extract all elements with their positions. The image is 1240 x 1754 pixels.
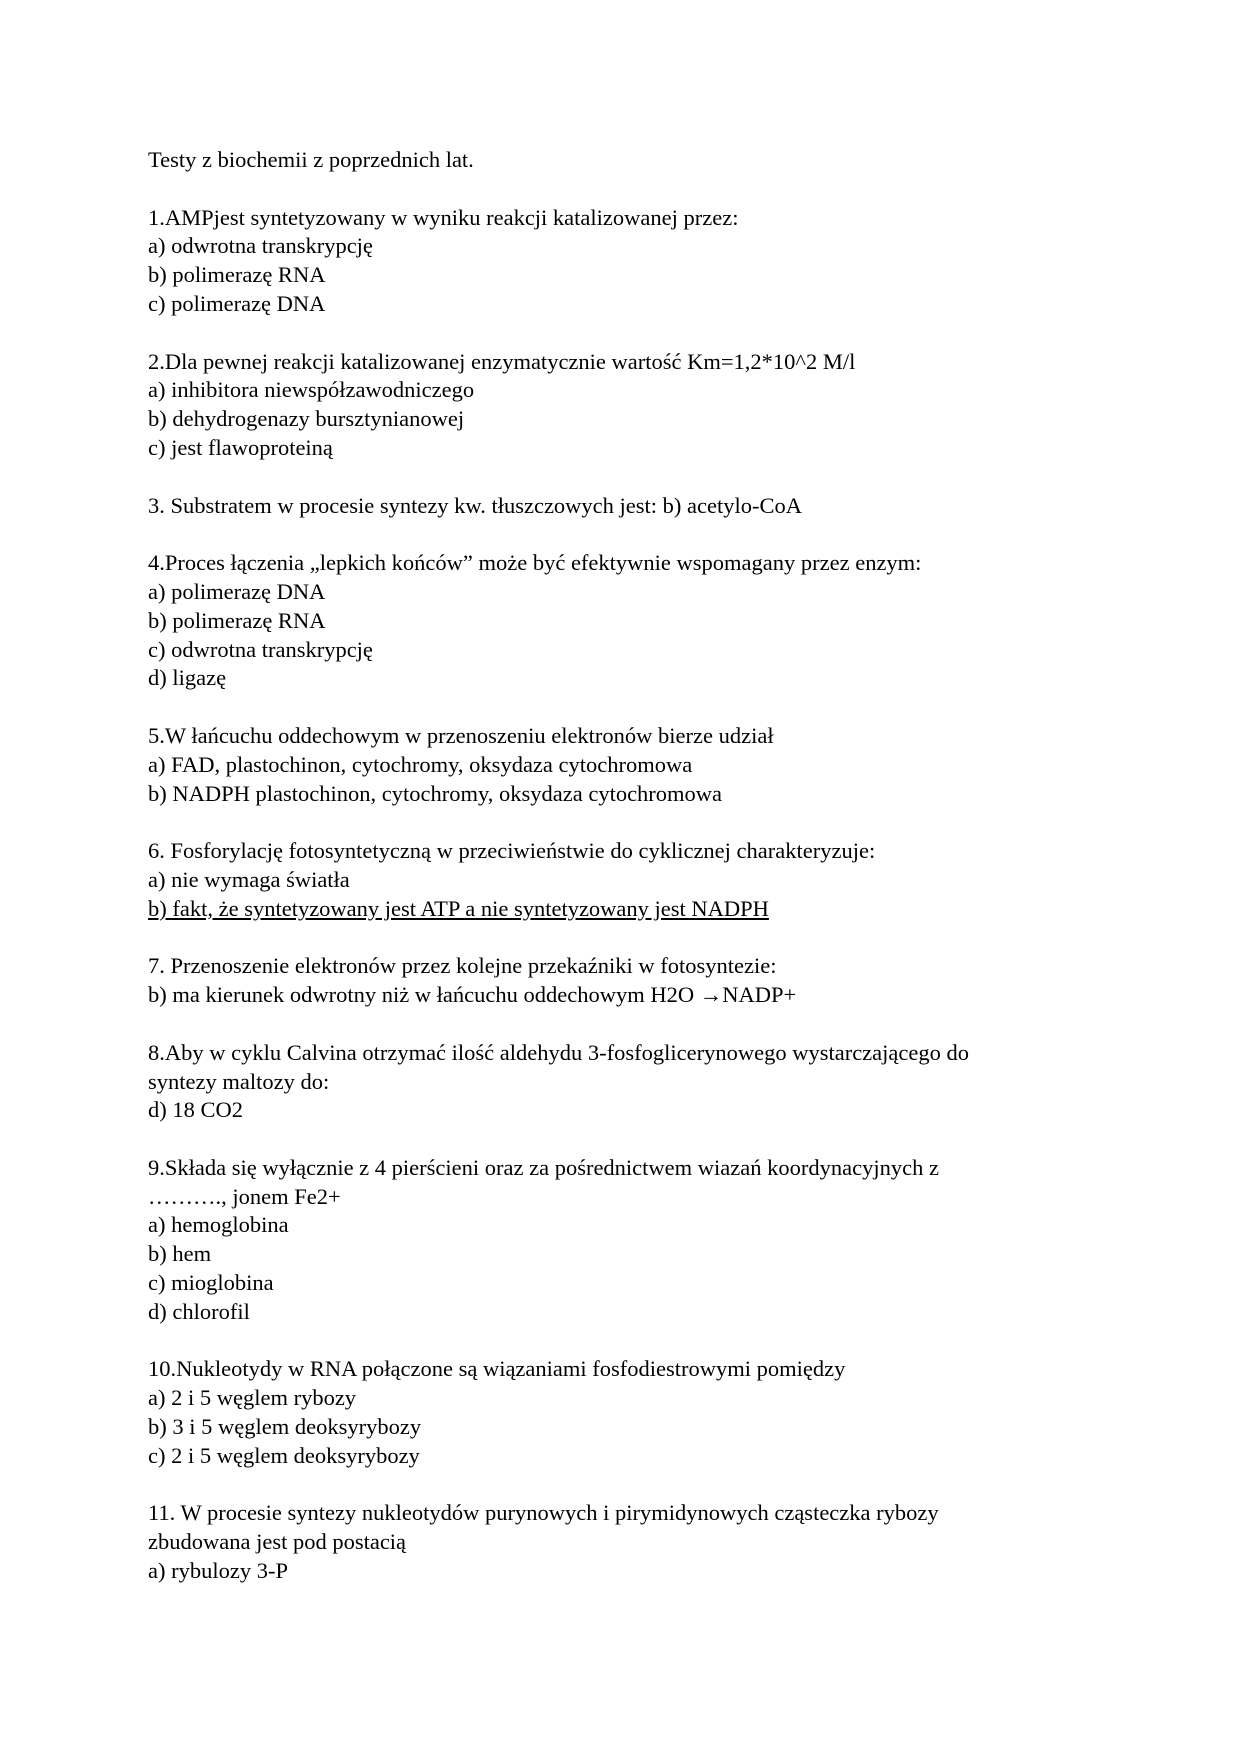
question-10 bbox=[148, 1355, 1088, 1470]
question-1 bbox=[148, 204, 1088, 319]
answer-option: c) polimerazę DNA bbox=[148, 290, 326, 316]
question-text: 2.Dla pewnej reakcji katalizowanej enzymatycznie wartość Km=1,2*10^2 M/l bbox=[148, 348, 856, 374]
spacer bbox=[148, 1010, 1088, 1039]
spacer bbox=[148, 520, 1088, 549]
spacer bbox=[148, 924, 1088, 953]
spacer bbox=[148, 693, 1088, 722]
answer-option: d) chlorofil bbox=[148, 1298, 250, 1324]
question-7 bbox=[148, 952, 1088, 1010]
answer-option: a) rybulozy 3-P bbox=[148, 1558, 288, 1584]
answer-option: b) hem bbox=[148, 1241, 212, 1267]
spacer bbox=[148, 463, 1088, 492]
question-text: 1.AMPjest syntetyzowany w wyniku reakcji katalizowanej przez: bbox=[148, 204, 739, 230]
answer-option: c) jest flawoproteiną bbox=[148, 434, 333, 460]
question-2 bbox=[148, 348, 1088, 463]
question-text: 7. Przenoszenie elektronów przez kolejne przekaźniki w fotosyntezie: bbox=[148, 953, 777, 979]
question-text: 11. W procesie syntezy nukleotydów purynowych i pirymidynowych cząsteczka rybozy bbox=[148, 1500, 939, 1526]
question-4 bbox=[148, 549, 1088, 693]
spacer bbox=[148, 808, 1088, 837]
answer-option: b) dehydrogenazy bursztynianowej bbox=[148, 406, 465, 432]
document-body bbox=[148, 146, 1088, 1586]
question-9 bbox=[148, 1154, 1088, 1327]
answer-option: a) polimerazę DNA bbox=[148, 578, 326, 604]
answer-option: b) 3 i 5 węglem deoksyrybozy bbox=[148, 1414, 422, 1440]
answer-option: a) nie wymaga światła bbox=[148, 866, 350, 892]
question-text-continued: syntezy maltozy do: bbox=[148, 1068, 330, 1094]
answer-option: b) polimerazę RNA bbox=[148, 262, 326, 288]
question-6 bbox=[148, 837, 1088, 923]
answer-option: a) 2 i 5 węglem rybozy bbox=[148, 1385, 357, 1411]
spacer bbox=[148, 319, 1088, 348]
answer-option: a) odwrotna transkrypcję bbox=[148, 233, 373, 259]
answer-option: d) 18 CO2 bbox=[148, 1097, 243, 1123]
answer-option: a) inhibitora niewspółzawodniczego bbox=[148, 377, 475, 403]
document-title: Testy z biochemii z poprzednich lat. bbox=[148, 147, 474, 172]
question-text: 6. Fosforylację fotosyntetyczną w przeciwieństwie do cyklicznej charakteryzuje: bbox=[148, 838, 876, 864]
spacer bbox=[148, 1125, 1088, 1154]
answer-option: d) ligazę bbox=[148, 665, 227, 691]
question-8 bbox=[148, 1039, 1088, 1125]
answer-option: b) polimerazę RNA bbox=[148, 607, 326, 633]
answer-option: c) odwrotna transkrypcję bbox=[148, 636, 373, 662]
answer-option: b) NADPH plastochinon, cytochromy, oksydaza cytochromowa bbox=[148, 780, 723, 806]
answer-option: a) FAD, plastochinon, cytochromy, oksydaza cytochromowa bbox=[148, 751, 693, 777]
question-11 bbox=[148, 1499, 1088, 1585]
question-text-continued: ………., jonem Fe2+ bbox=[148, 1183, 341, 1209]
question-text: 5.W łańcuchu oddechowym w przenoszeniu elektronów bierze udział bbox=[148, 722, 774, 748]
answer-option: a) hemoglobina bbox=[148, 1212, 289, 1238]
question-text: 10.Nukleotydy w RNA połączone są wiązaniami fosfodiestrowymi pomiędzy bbox=[148, 1356, 846, 1382]
answer-option: c) 2 i 5 węglem deoksyrybozy bbox=[148, 1442, 420, 1468]
question-text-continued: zbudowana jest pod postacią bbox=[148, 1529, 407, 1555]
spacer bbox=[148, 175, 1088, 204]
spacer bbox=[148, 1471, 1088, 1500]
question-5 bbox=[148, 722, 1088, 808]
answer-option-underlined: b) fakt, że syntetyzowany jest ATP a nie syntetyzowany jest NADPH bbox=[148, 895, 769, 921]
question-text: 9.Składa się wyłącznie z 4 pierścieni oraz za pośrednictwem wiazań koordynacyjnych z bbox=[148, 1154, 939, 1180]
question-text: 4.Proces łączenia „lepkich końców” może być efektywnie wspomagany przez enzym: bbox=[148, 550, 922, 576]
question-3 bbox=[148, 492, 1088, 521]
spacer bbox=[148, 1327, 1088, 1356]
answer-option: b) ma kierunek odwrotny niż w łańcuchu oddechowym H2O →NADP+ bbox=[148, 982, 797, 1008]
answer-option: c) mioglobina bbox=[148, 1270, 274, 1296]
question-text: 3. Substratem w procesie syntezy kw. tłuszczowych jest: b) acetylo-CoA bbox=[148, 492, 802, 518]
question-text: 8.Aby w cyklu Calvina otrzymać ilość aldehydu 3-fosfoglicerynowego wystarczającego do bbox=[148, 1039, 969, 1065]
